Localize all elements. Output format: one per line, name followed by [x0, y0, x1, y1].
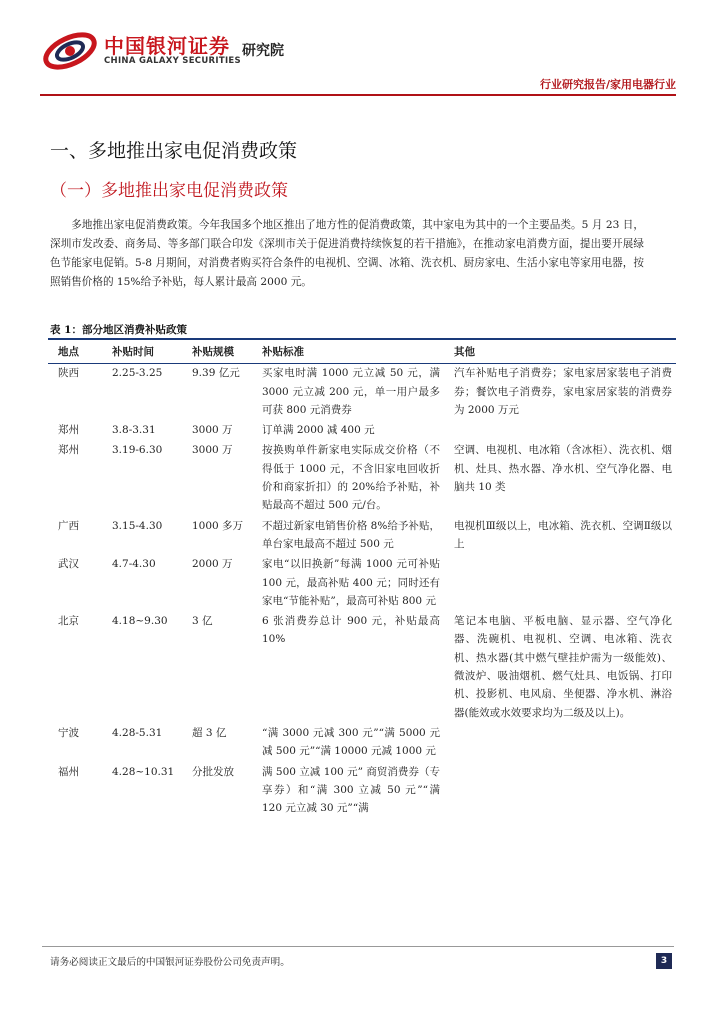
logo-chinese-name: 中国银河证券 [104, 34, 230, 58]
cell-standard: 6 张消费券总计 900 元，补贴最高 10% [262, 615, 440, 646]
cell-standard: 订单满 2000 减 400 元 [262, 424, 375, 437]
cell-other [444, 421, 676, 441]
cell-time: 4.28~10.31 [112, 765, 175, 778]
cell-scale: 超 3 亿 [192, 726, 227, 739]
cell-time: 4.28-5.31 [112, 726, 163, 739]
footer-disclaimer: 请务必阅读正文最后的中国银河证券股份公司免责声明。 [50, 957, 290, 968]
cell-other [444, 763, 676, 820]
section-title: 一、多地推出家电促消费政策 [50, 140, 298, 162]
cell-location: 广西 [58, 519, 79, 532]
logo [42, 28, 342, 78]
cell-time: 3.15-4.30 [112, 519, 163, 532]
cell-standard: 买家电时满 1000 元立减 50 元，满 3000 元立减 200 元，单一用户最多可获 800 元消费券 [262, 367, 440, 416]
table-row [48, 517, 676, 556]
table-row [48, 364, 676, 421]
cell-location: 武汉 [58, 558, 79, 571]
subsidy-policy-table [48, 338, 676, 819]
cell-time: 2.25-3.25 [112, 367, 163, 380]
table-row [48, 724, 676, 763]
header-time: 补贴时间 [108, 339, 188, 364]
logo-institute: 研究院 [242, 43, 284, 59]
cell-scale: 分批发放 [192, 765, 234, 778]
cell-standard: 按换购单件新家电实际成交价格（不得低于 1000 元，不含旧家电回收折价和商家折扣）的 20%给予补贴，补贴最高不超过 500 元/台。 [262, 444, 440, 512]
body-paragraph [50, 216, 644, 292]
logo-english-name: CHINA GALAXY SECURITIES [104, 56, 241, 66]
table-row [48, 612, 676, 724]
cell-other: 空调、电视机、电冰箱（含冰柜）、洗衣机、烟机、灶具、热水器、净水机、空气净化器、电脑共 10 类 [454, 444, 672, 494]
cell-time: 3.19-6.30 [112, 444, 163, 457]
cell-scale: 1000 多万 [192, 519, 244, 532]
header-scale: 补贴规模 [188, 339, 258, 364]
cell-other [444, 724, 676, 763]
table-row [48, 441, 676, 516]
header-divider [40, 94, 676, 96]
cell-location: 福州 [58, 765, 79, 778]
table-row [48, 763, 676, 820]
cell-scale: 3000 万 [192, 424, 233, 437]
galaxy-logo-icon [42, 28, 98, 74]
table-caption: 表 1：部分地区消费补贴政策 [50, 324, 187, 336]
cell-time: 4.7-4.30 [112, 558, 156, 571]
cell-location: 陕西 [58, 367, 79, 380]
cell-standard: 家电“以旧换新”每满 1000 元可补贴 100 元，最高补贴 400 元；同时还有家电“节能补贴”，最高可补贴 800 元 [262, 558, 440, 607]
cell-standard: 不超过新家电销售价格 8%给予补贴，单台家电最高不超过 500 元 [262, 519, 440, 550]
header-other: 其他 [444, 339, 676, 364]
table-row [48, 555, 676, 612]
cell-location: 北京 [58, 615, 79, 628]
cell-other: 汽车补贴电子消费券；家电家居家装电子消费券；餐饮电子消费券，家电家居家装的消费券为 2000 万元 [454, 367, 672, 416]
paragraph-text: 多地推出家电促消费政策。今年我国多个地区推出了地方性的促消费政策，其中家电为其中的一个主要品类。5 月 23 日，深圳市发改委、商务局、等多部门联合印发《深圳市关于促进消费持续恢复的若干措施》，在推动家电消费方面，提出要开展绿色节能家电促销。5-8 月期间，对消费者购买符合条件的电视机、空调、冰箱、洗衣机、厨房家电、生活小家电等家用电器，按照销售价格的 15%给予补贴，每人累计最高 2000 元。 [50, 219, 644, 288]
cell-time: 3.8-3.31 [112, 424, 156, 437]
cell-other: 电视机Ⅲ级以上，电冰箱、洗衣机、空调Ⅱ级以上 [454, 519, 672, 550]
cell-standard: “满 3000 元减 300 元”“满 5000 元减 500 元”“满 10000 元减 1000 元 [262, 726, 440, 758]
cell-other [444, 555, 676, 612]
footer-divider [42, 946, 674, 947]
cell-location: 宁波 [58, 726, 79, 739]
cell-location: 郑州 [58, 424, 79, 437]
page-number: 3 [656, 953, 672, 969]
cell-time: 4.18~9.30 [112, 615, 168, 628]
cell-location: 郑州 [58, 444, 79, 457]
cell-scale: 2000 万 [192, 558, 233, 571]
cell-standard: 满 500 立减 100 元” 商贸消费券（专享券）和“满 300 立减 50 元”“满 120 元立减 30 元”“满 [262, 765, 440, 815]
cell-scale: 3000 万 [192, 444, 233, 457]
header-standard: 补贴标准 [258, 339, 444, 364]
table-header-row [48, 339, 676, 364]
report-type: 行业研究报告/家用电器行业 [539, 78, 676, 91]
cell-scale: 9.39 亿元 [192, 367, 240, 380]
subsection-title: （一）多地推出家电促消费政策 [50, 181, 288, 201]
header-location: 地点 [48, 339, 108, 364]
cell-other: 笔记本电脑、平板电脑、显示器、空气净化器、洗碗机、电视机、空调、电冰箱、洗衣机、热水器(其中燃气壁挂炉需为一级能效)、微波炉、吸油烟机、燃气灶具、电饭锅、打印机、投影机、电风扇、坐便器、净水机、淋浴器(能效或水效要求均为二级及以上)。 [454, 615, 672, 719]
cell-scale: 3 亿 [192, 615, 213, 628]
table-row [48, 421, 676, 441]
